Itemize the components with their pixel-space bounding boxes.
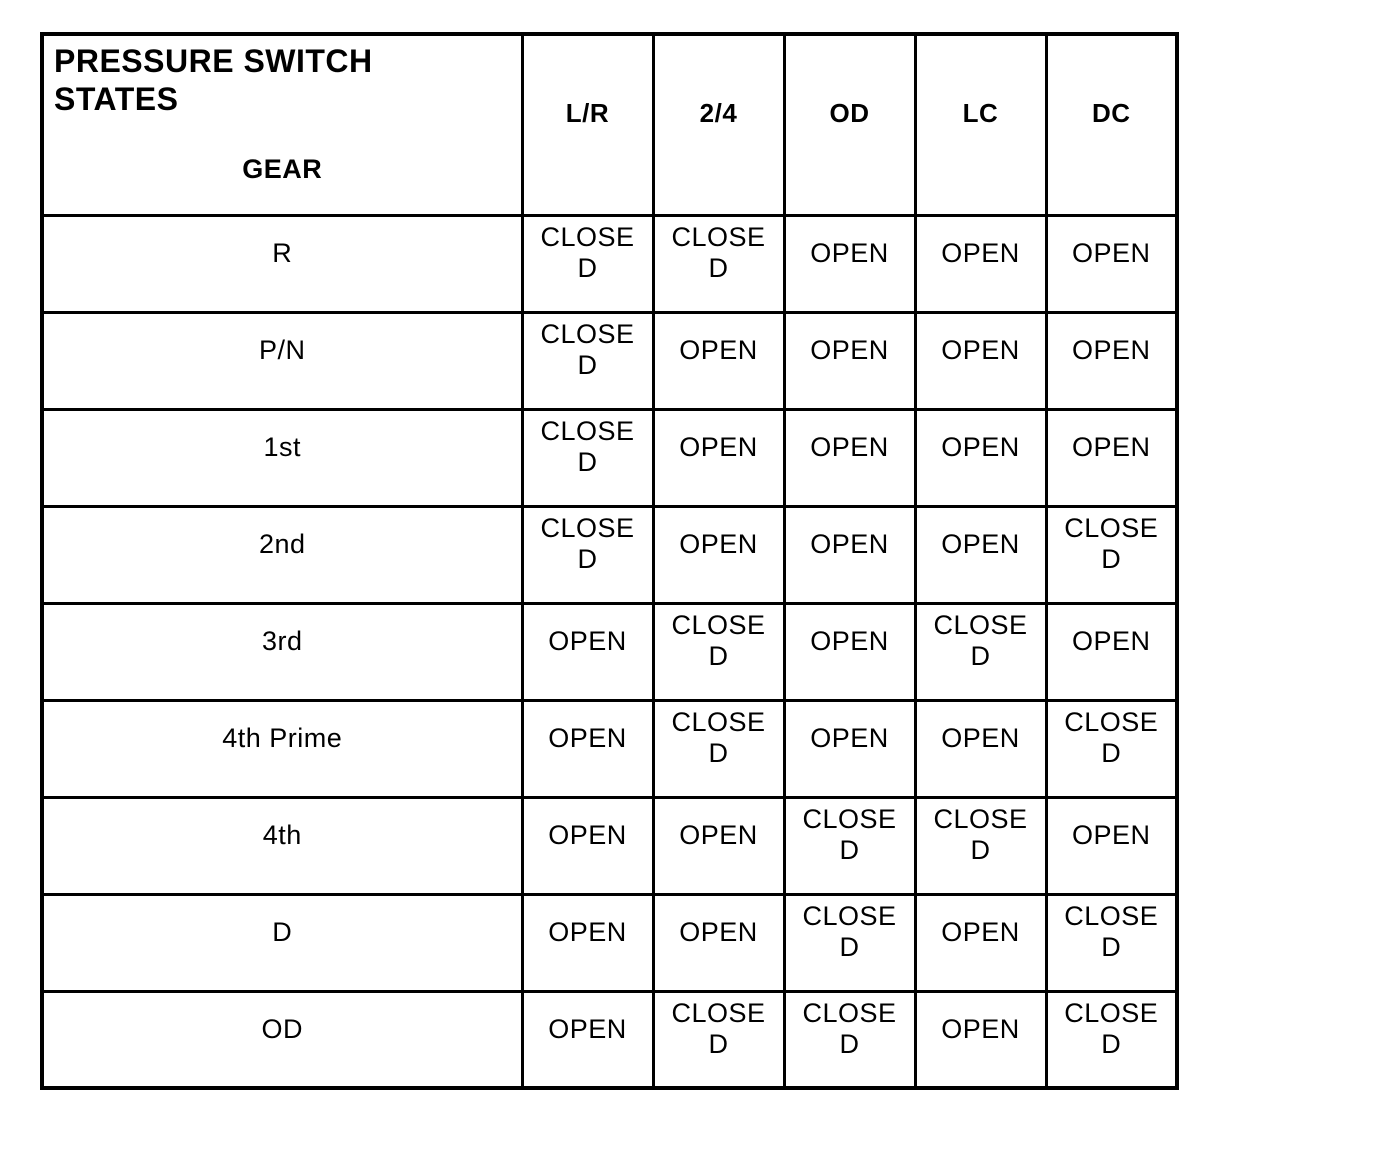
switch-state-value: OPEN — [941, 237, 1020, 268]
switch-state-value: OPEN — [941, 334, 1020, 365]
switch-state-cell — [522, 797, 653, 894]
gear-label: P/N — [258, 334, 306, 365]
switch-state-cell — [784, 991, 915, 1088]
switch-state-value: OPEN — [941, 528, 1020, 559]
switch-state-cell — [915, 215, 1046, 312]
switch-state-value: OPEN — [941, 722, 1020, 753]
switch-state-value: OPEN — [810, 625, 889, 656]
switch-state-value: OPEN — [548, 625, 627, 656]
gear-label: 2nd — [258, 528, 306, 559]
switch-state-cell — [915, 894, 1046, 991]
switch-state-value: OPEN — [1071, 431, 1151, 462]
switch-state-cell — [915, 312, 1046, 409]
gear-label: R — [272, 237, 293, 268]
switch-state-cell — [784, 700, 915, 797]
switch-state-cell — [653, 312, 784, 409]
switch-state-value: CLOSED — [802, 803, 897, 865]
table-row — [42, 991, 1177, 1088]
switch-state-value: OPEN — [941, 1013, 1020, 1044]
switch-state-value: CLOSED — [671, 997, 766, 1059]
switch-state-value: OPEN — [679, 431, 758, 462]
switch-state-cell — [784, 894, 915, 991]
gear-label: 4th Prime — [222, 722, 343, 753]
switch-state-value: CLOSED — [671, 609, 766, 671]
switch-state-cell — [1046, 506, 1177, 603]
gear-cell — [42, 215, 522, 312]
switch-state-value: OPEN — [810, 334, 889, 365]
switch-state-value: CLOSED — [802, 900, 897, 962]
switch-state-cell — [653, 700, 784, 797]
gear-label: 4th — [262, 819, 302, 850]
table-row — [42, 603, 1177, 700]
switch-state-cell — [1046, 215, 1177, 312]
switch-state-value: OPEN — [679, 819, 758, 850]
switch-state-value: OPEN — [679, 916, 758, 947]
column-header-lr: L/R — [522, 34, 653, 215]
switch-state-value: CLOSED — [1064, 900, 1159, 962]
switch-state-cell — [522, 215, 653, 312]
switch-state-value: OPEN — [548, 1013, 627, 1044]
gear-cell — [42, 603, 522, 700]
switch-state-cell — [522, 312, 653, 409]
switch-state-value: OPEN — [810, 237, 889, 268]
table-body — [42, 215, 1177, 1088]
switch-state-cell — [784, 215, 915, 312]
switch-state-cell — [522, 506, 653, 603]
switch-state-value: OPEN — [941, 916, 1020, 947]
switch-state-value: CLOSED — [933, 609, 1028, 671]
switch-state-cell — [784, 506, 915, 603]
table-row — [42, 215, 1177, 312]
switch-state-cell — [915, 506, 1046, 603]
switch-state-value: CLOSED — [1064, 997, 1159, 1059]
gear-label: D — [272, 916, 293, 947]
header-row — [42, 34, 1177, 215]
table-row — [42, 894, 1177, 991]
table-row — [42, 312, 1177, 409]
gear-cell — [42, 409, 522, 506]
corner-header-cell — [42, 34, 522, 215]
switch-state-value: CLOSED — [671, 221, 766, 283]
switch-state-cell — [915, 409, 1046, 506]
switch-state-cell — [653, 894, 784, 991]
switch-state-cell — [653, 797, 784, 894]
gear-cell — [42, 991, 522, 1088]
table-row — [42, 409, 1177, 506]
switch-state-cell — [522, 991, 653, 1088]
switch-state-value: OPEN — [810, 431, 889, 462]
switch-state-value: OPEN — [810, 722, 889, 753]
switch-state-value: OPEN — [1071, 334, 1151, 365]
gear-cell — [42, 894, 522, 991]
gear-label: 3rd — [261, 625, 303, 656]
switch-state-value: OPEN — [548, 916, 627, 947]
switch-state-value: OPEN — [941, 431, 1020, 462]
switch-state-cell — [653, 409, 784, 506]
table-row — [42, 797, 1177, 894]
gear-label: 1st — [263, 431, 302, 462]
switch-state-cell — [784, 603, 915, 700]
switch-state-cell — [915, 991, 1046, 1088]
switch-state-value: CLOSED — [540, 318, 635, 380]
switch-state-cell — [1046, 700, 1177, 797]
gear-column-header: GEAR — [242, 154, 323, 184]
pressure-switch-table — [40, 32, 1179, 1090]
gear-cell — [42, 700, 522, 797]
switch-state-value: CLOSED — [1064, 706, 1159, 768]
switch-state-cell — [653, 215, 784, 312]
switch-state-cell — [1046, 409, 1177, 506]
switch-state-value: OPEN — [810, 528, 889, 559]
switch-state-value: OPEN — [1071, 625, 1151, 656]
switch-state-value: CLOSED — [540, 512, 635, 574]
column-header-2-4: 2/4 — [653, 34, 784, 215]
switch-state-value: OPEN — [1071, 819, 1151, 850]
switch-state-cell — [653, 603, 784, 700]
switch-state-cell — [653, 991, 784, 1088]
switch-state-value: CLOSED — [671, 706, 766, 768]
switch-state-cell — [522, 894, 653, 991]
switch-state-value: CLOSED — [933, 803, 1028, 865]
switch-state-cell — [784, 409, 915, 506]
gear-cell — [42, 312, 522, 409]
switch-state-cell — [522, 603, 653, 700]
switch-state-cell — [522, 409, 653, 506]
switch-state-value: OPEN — [679, 334, 758, 365]
column-header-dc: DC — [1046, 34, 1177, 215]
switch-state-cell — [784, 797, 915, 894]
table-row — [42, 506, 1177, 603]
gear-label: OD — [261, 1013, 303, 1044]
switch-state-cell — [653, 506, 784, 603]
switch-state-value: CLOSED — [802, 997, 897, 1059]
column-header-od: OD — [784, 34, 915, 215]
switch-state-value: OPEN — [679, 528, 758, 559]
switch-state-cell — [1046, 603, 1177, 700]
switch-state-cell — [915, 603, 1046, 700]
switch-state-cell — [522, 700, 653, 797]
switch-state-cell — [1046, 894, 1177, 991]
gear-cell — [42, 797, 522, 894]
switch-state-value: OPEN — [1071, 237, 1151, 268]
switch-state-value: CLOSED — [540, 221, 635, 283]
switch-state-value: CLOSED — [540, 415, 635, 477]
table-title: PRESSURE SWITCH STATES — [54, 43, 373, 117]
switch-state-cell — [1046, 312, 1177, 409]
switch-state-cell — [1046, 991, 1177, 1088]
switch-state-cell — [915, 700, 1046, 797]
switch-state-cell — [784, 312, 915, 409]
switch-state-value: OPEN — [548, 722, 627, 753]
switch-state-cell — [915, 797, 1046, 894]
gear-cell — [42, 506, 522, 603]
switch-state-cell — [1046, 797, 1177, 894]
column-header-lc: LC — [915, 34, 1046, 215]
table-row — [42, 700, 1177, 797]
switch-state-value: OPEN — [548, 819, 627, 850]
switch-state-value: CLOSED — [1064, 512, 1159, 574]
